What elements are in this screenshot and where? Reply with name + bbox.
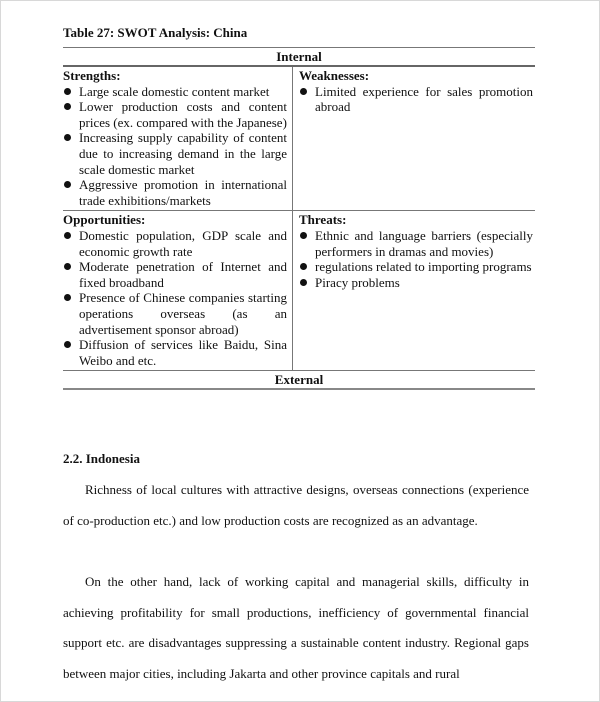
list-item: Aggressive promotion in international trade exhibitions/markets bbox=[63, 177, 287, 208]
table-caption: Table 27: SWOT Analysis: China bbox=[63, 25, 248, 40]
list-item: Presence of Chinese companies starting operations overseas (as an advertisement sponsor abroad) bbox=[63, 290, 287, 337]
external-header: External bbox=[63, 371, 535, 390]
opportunities-cell bbox=[63, 211, 293, 371]
opportunities-title: Opportunities: bbox=[63, 212, 146, 228]
bullet-icon bbox=[64, 341, 71, 348]
opportunities-list bbox=[63, 228, 287, 368]
list-item: Lower production costs and content prices (ex. compared with the Japanese) bbox=[63, 99, 287, 130]
threats-title: Threats: bbox=[299, 212, 347, 228]
list-item: Limited experience for sales promotion abroad bbox=[299, 84, 533, 115]
list-item: regulations related to importing programs bbox=[299, 259, 533, 275]
weaknesses-cell bbox=[293, 66, 536, 211]
bullet-icon bbox=[64, 181, 71, 188]
bullet-icon bbox=[300, 263, 307, 270]
bullet-icon bbox=[64, 103, 71, 110]
threats-list bbox=[299, 228, 533, 290]
paragraph: Richness of local cultures with attractive designs, overseas connections (experience of co-production etc.) and low production costs are recognized as an advantage. bbox=[63, 482, 529, 528]
bullet-icon bbox=[64, 294, 71, 301]
list-item: Moderate penetration of Internet and fixed broadband bbox=[63, 259, 287, 290]
bullet-icon bbox=[300, 88, 307, 95]
list-item: Piracy problems bbox=[299, 275, 533, 291]
list-item: Diffusion of services like Baidu, Sina Weibo and etc. bbox=[63, 337, 287, 368]
bullet-icon bbox=[64, 134, 71, 141]
strengths-cell bbox=[63, 66, 293, 211]
internal-header: Internal bbox=[63, 48, 535, 67]
weaknesses-title: Weaknesses: bbox=[299, 68, 370, 83]
threats-cell bbox=[293, 211, 536, 371]
strengths-title: Strengths: bbox=[63, 68, 121, 83]
section-heading: 2.2. Indonesia bbox=[63, 451, 140, 466]
bullet-icon bbox=[300, 232, 307, 239]
list-item: Ethnic and language barriers (especially performers in dramas and movies) bbox=[299, 228, 533, 259]
bullet-icon bbox=[64, 88, 71, 95]
weaknesses-list bbox=[299, 84, 533, 115]
strengths-list bbox=[63, 84, 287, 209]
bullet-icon bbox=[64, 232, 71, 239]
bullet-icon bbox=[64, 263, 71, 270]
list-item: Large scale domestic content market bbox=[63, 84, 287, 100]
swot-table bbox=[63, 47, 535, 390]
paragraph: On the other hand, lack of working capital and managerial skills, difficulty in achieving profitability for small productions, inefficiency of governmental financial support etc. are disadvantages suppressing a sustainable content industry. Regional gaps between major cities, including Jakarta and other province capitals and rural bbox=[63, 574, 529, 681]
list-item: Domestic population, GDP scale and economic growth rate bbox=[63, 228, 287, 259]
bullet-icon bbox=[300, 279, 307, 286]
list-item: Increasing supply capability of content due to increasing demand in the large scale domestic market bbox=[63, 130, 287, 177]
